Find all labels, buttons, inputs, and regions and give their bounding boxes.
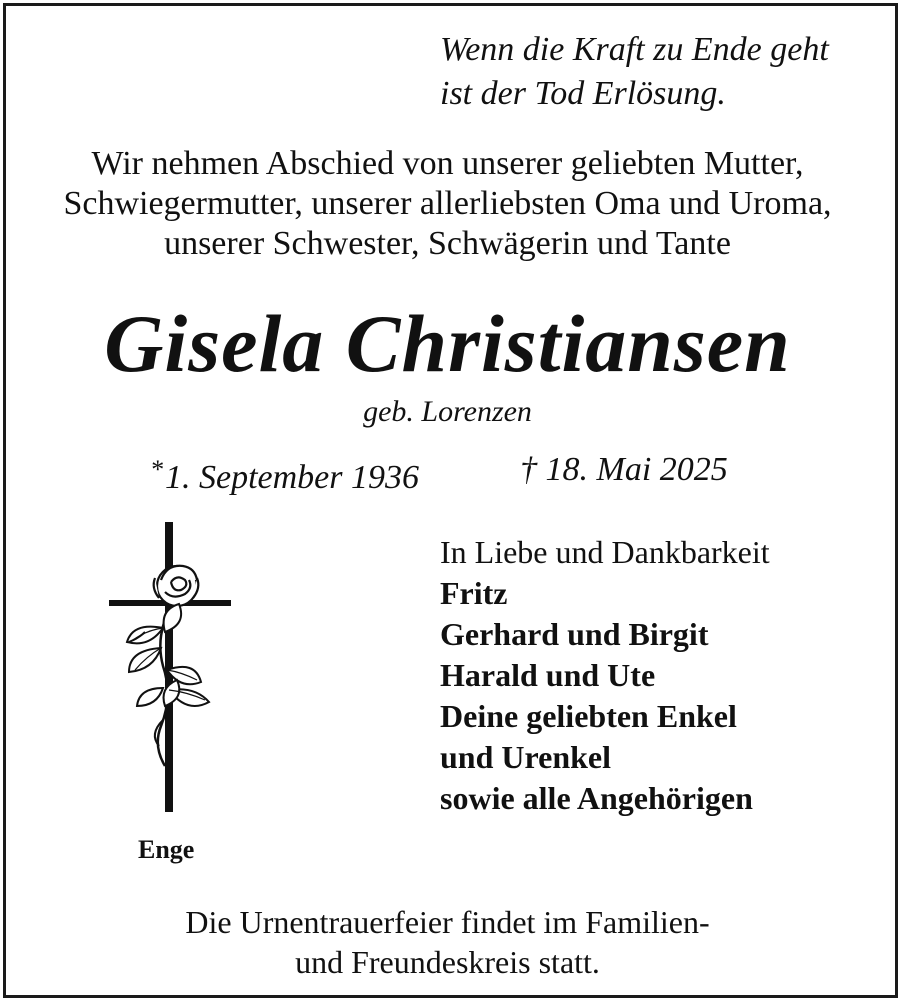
maiden-name: geb. Lorenzen: [363, 395, 532, 428]
birth-date-text: 1. September 1936: [165, 459, 420, 496]
mourners-intro: In Liebe und Dankbarkeit: [440, 534, 770, 570]
cross-with-rose-icon: [105, 520, 235, 815]
mourner-name: Harald und Ute: [440, 657, 656, 693]
mourner-name: und Urenkel: [440, 739, 612, 775]
mourner-name: Deine geliebten Enkel: [440, 698, 737, 734]
mourners-list: [440, 532, 770, 819]
birth-date: [150, 448, 419, 500]
service-line-2: und Freundeskreis statt.: [295, 944, 600, 980]
motto-line-1: Wenn die Kraft zu Ende geht: [440, 31, 829, 68]
mourner-name: sowie alle Angehörigen: [440, 780, 753, 816]
place-name: Enge: [138, 835, 195, 864]
motto-line-2: ist der Tod Erlösung.: [440, 75, 726, 112]
intro-line-2: Schwiegermutter, unserer allerliebsten Oma und Uroma,: [63, 185, 832, 222]
intro-text: [0, 144, 895, 264]
deceased-name: Gisela Christiansen: [104, 298, 791, 389]
motto-verse: [440, 28, 829, 116]
mourner-name: Gerhard und Birgit: [440, 616, 709, 652]
mourner-name: Fritz: [440, 575, 508, 611]
death-date: † 18. Mai 2025: [520, 451, 728, 488]
intro-line-3: unserer Schwester, Schwägerin und Tante: [164, 225, 731, 262]
service-line-1: Die Urnentrauerfeier findet im Familien-: [185, 904, 710, 940]
birth-symbol: *: [150, 455, 163, 484]
service-notice: [0, 902, 895, 982]
intro-line-1: Wir nehmen Abschied von unserer geliebten Mutter,: [91, 145, 804, 182]
